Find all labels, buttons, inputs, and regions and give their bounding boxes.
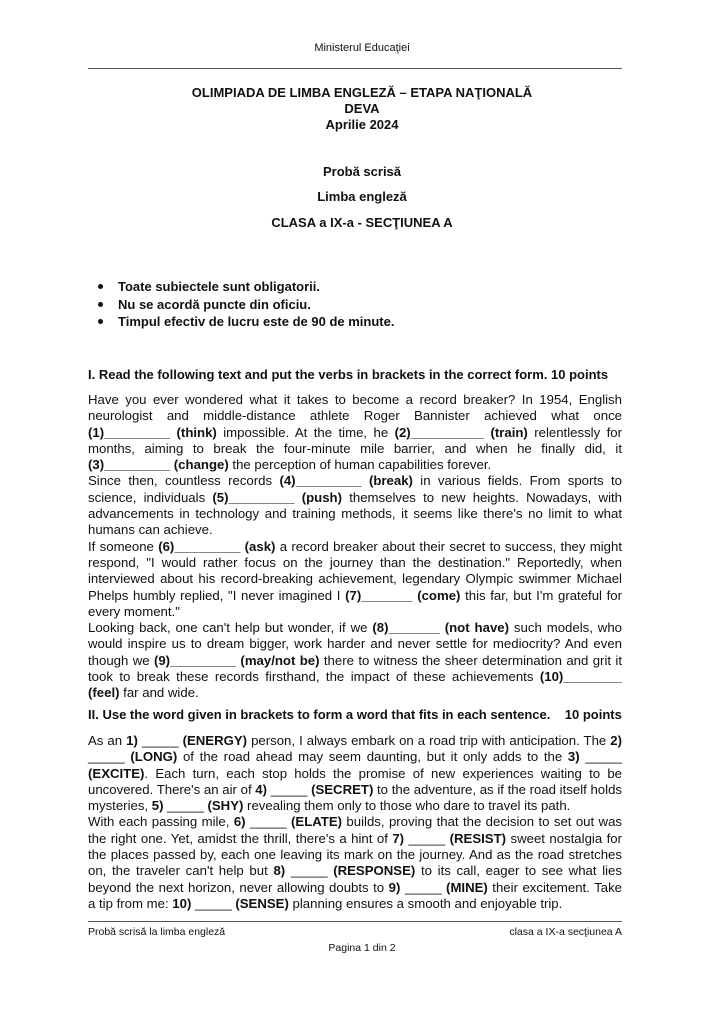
text-run: _____ xyxy=(163,798,208,814)
gap-item: (SENSE) xyxy=(235,895,289,911)
text-run: . Each turn, each stop holds the promise of new experiences waiting to be uncovered. There's an air of xyxy=(88,765,622,797)
gap-item: (ENERGY) xyxy=(182,733,248,748)
section-1-heading: I. Read the following text and put the verbs in brackets in the correct form. 10 points xyxy=(88,367,609,382)
subtitle-proba: Probă scrisă xyxy=(322,164,402,179)
subtitle-clasa: CLASA a IX-a - SECŢIUNEA A xyxy=(271,215,453,230)
page-number: Pagina 1 din 2 xyxy=(328,942,396,954)
text-run: this far, but I'm grateful for every moment." xyxy=(88,587,623,619)
paragraph xyxy=(88,814,622,912)
gap-item: 2) xyxy=(610,733,623,748)
paragraph xyxy=(88,392,622,473)
subtitle-limba: Limba engleză xyxy=(317,189,407,204)
instruction-item: Nu se acordă puncte din oficiu. xyxy=(96,296,394,314)
header-divider xyxy=(88,68,622,69)
title-line: Aprilie 2024 xyxy=(325,117,399,132)
paragraph xyxy=(88,733,622,814)
gap-item: (6)_________ (ask) xyxy=(158,538,276,554)
text-run: planning ensures a smooth and enjoyable trip. xyxy=(288,895,563,911)
gap-item: (RESPONSE) xyxy=(333,863,416,879)
gap-item: (RESIST) xyxy=(449,830,507,846)
text-run: _____ xyxy=(285,863,334,879)
gap-item: 7) xyxy=(392,830,405,846)
text-run: _____ xyxy=(245,814,292,830)
gap-item: (1)_________ (think) xyxy=(88,424,217,440)
text-run: impossible. At the time, he xyxy=(216,424,395,440)
gap-item: (ELATE) xyxy=(291,814,343,830)
gap-item: (SHY) xyxy=(207,798,244,814)
text-run: their excitement. Take a tip from me: xyxy=(88,879,623,911)
text-run: _____ xyxy=(579,749,622,765)
instructions-list xyxy=(96,278,394,331)
text-run: Looking back, one can't help but wonder, if we xyxy=(88,620,373,636)
text-run: there to witness the sheer determination and grit it took to break these records firsthand, the impact of these achievements xyxy=(88,652,622,685)
text-run: the perception of human capabilities forever. xyxy=(228,457,492,473)
gap-item: 1) xyxy=(126,733,138,748)
instruction-item: Toate subiectele sunt obligatorii. xyxy=(96,278,394,296)
footer-left: Probă scrisă la limba engleză xyxy=(88,926,226,938)
gap-item: (5)_________ (push) xyxy=(212,489,342,505)
paragraph xyxy=(88,620,622,701)
text-run: builds, proving that the decision to set out was the right one. Yet, amidst the thrill, there's a hint of xyxy=(88,814,622,846)
instruction-item: Timpul efectiv de lucru este de 90 de minute. xyxy=(96,313,394,331)
text-run: of the road ahead may seem daunting, but it only adds to the xyxy=(177,749,568,765)
gap-item: (MINE) xyxy=(446,879,488,895)
gap-item: 8) xyxy=(273,863,286,879)
text-run: Have you ever wondered what it takes to become a record breaker? In 1954, English neurologist and middle-distance athlete Roger Bannister achieved what once xyxy=(88,392,622,424)
text-run: _____ xyxy=(404,830,450,846)
text-run: _____ xyxy=(267,781,312,797)
gap-item: (SECRET) xyxy=(311,781,374,797)
text-run: a record breaker about their secret to success, they might respond, "I would rather focus on the journey than the destination." Reportedly, when interviewed about his record-breaking achievement, legendary Olympic swimmer Michael Phelps humbly replied, "I never imagined I xyxy=(88,538,623,603)
footer-divider xyxy=(88,921,622,922)
gap-item: 4) xyxy=(255,781,268,797)
gap-item: (10)________ (feel) xyxy=(88,669,622,701)
section-2-text xyxy=(88,733,622,912)
text-run: _____ xyxy=(137,733,183,748)
text-run: sweet nostalgia for the places passed by, each one leaving its mark on the journey. And as the road stretches on, the traveler can't help but xyxy=(88,830,623,879)
footer-right: clasa a IX-a secţiunea A xyxy=(509,926,622,938)
gap-item: (2)__________ (train) xyxy=(394,424,528,440)
text-run: far and wide. xyxy=(119,685,199,701)
gap-item: 6) xyxy=(233,814,246,830)
exam-title xyxy=(0,85,724,133)
paragraph xyxy=(88,473,622,538)
text-run: revealing them only to those who dare to travel its path. xyxy=(243,798,571,814)
section-1-text xyxy=(88,392,622,702)
text-run: As an xyxy=(88,733,127,748)
gap-item: 3) xyxy=(567,749,580,765)
text-run: relentlessly for months, aiming to break the four-minute mile barrier, and when he finally did, it xyxy=(88,424,622,456)
gap-item: (7)_______ (come) xyxy=(345,587,461,603)
text-run: in various fields. From sports to science, individuals xyxy=(88,473,622,505)
text-run: If someone xyxy=(88,538,159,554)
text-run: _____ xyxy=(191,895,236,911)
text-run: _____ xyxy=(400,879,447,895)
text-run: themselves to new heights. Nowadays, with advancements in technology and training methods, it seems like there's no limit to what humans can achieve. xyxy=(88,489,622,538)
text-run: With each passing mile, xyxy=(88,814,234,830)
title-line: OLIMPIADA DE LIMBA ENGLEZĂ – ETAPA NAŢIONALĂ xyxy=(191,85,533,100)
title-line: DEVA xyxy=(344,101,380,116)
text-run: person, I always embark on a road trip with anticipation. The xyxy=(247,733,611,748)
gap-item: 5) xyxy=(151,798,164,814)
text-run: _____ xyxy=(88,749,131,765)
text-run: to the adventure, as if the road itself holds mysteries, xyxy=(88,781,622,814)
gap-item: (9)_________ (may/not be) xyxy=(153,652,320,668)
gap-item: (3)_________ (change) xyxy=(88,457,229,473)
paragraph xyxy=(88,539,622,620)
text-run: Since then, countless records xyxy=(88,473,280,489)
gap-item: (8)_______ (not have) xyxy=(372,620,510,636)
gap-item: (EXCITE) xyxy=(88,765,145,781)
ministry-header: Ministerul Educaţiei xyxy=(314,42,410,54)
section-2-heading: II. Use the word given in brackets to form a word that fits in each sentence. 10 points xyxy=(88,707,622,722)
gap-item: 9) xyxy=(388,879,401,895)
text-run: to its call, eager to see what lies beyond the next horizon, never allowing doubts to xyxy=(88,863,622,895)
gap-item: (LONG) xyxy=(130,749,178,765)
text-run: such models, who would inspire us to dream bigger, work harder and never settle for mediocrity? And even though we xyxy=(88,620,623,668)
gap-item: 10) xyxy=(172,895,192,911)
gap-item: (4)_________ (break) xyxy=(279,473,413,489)
